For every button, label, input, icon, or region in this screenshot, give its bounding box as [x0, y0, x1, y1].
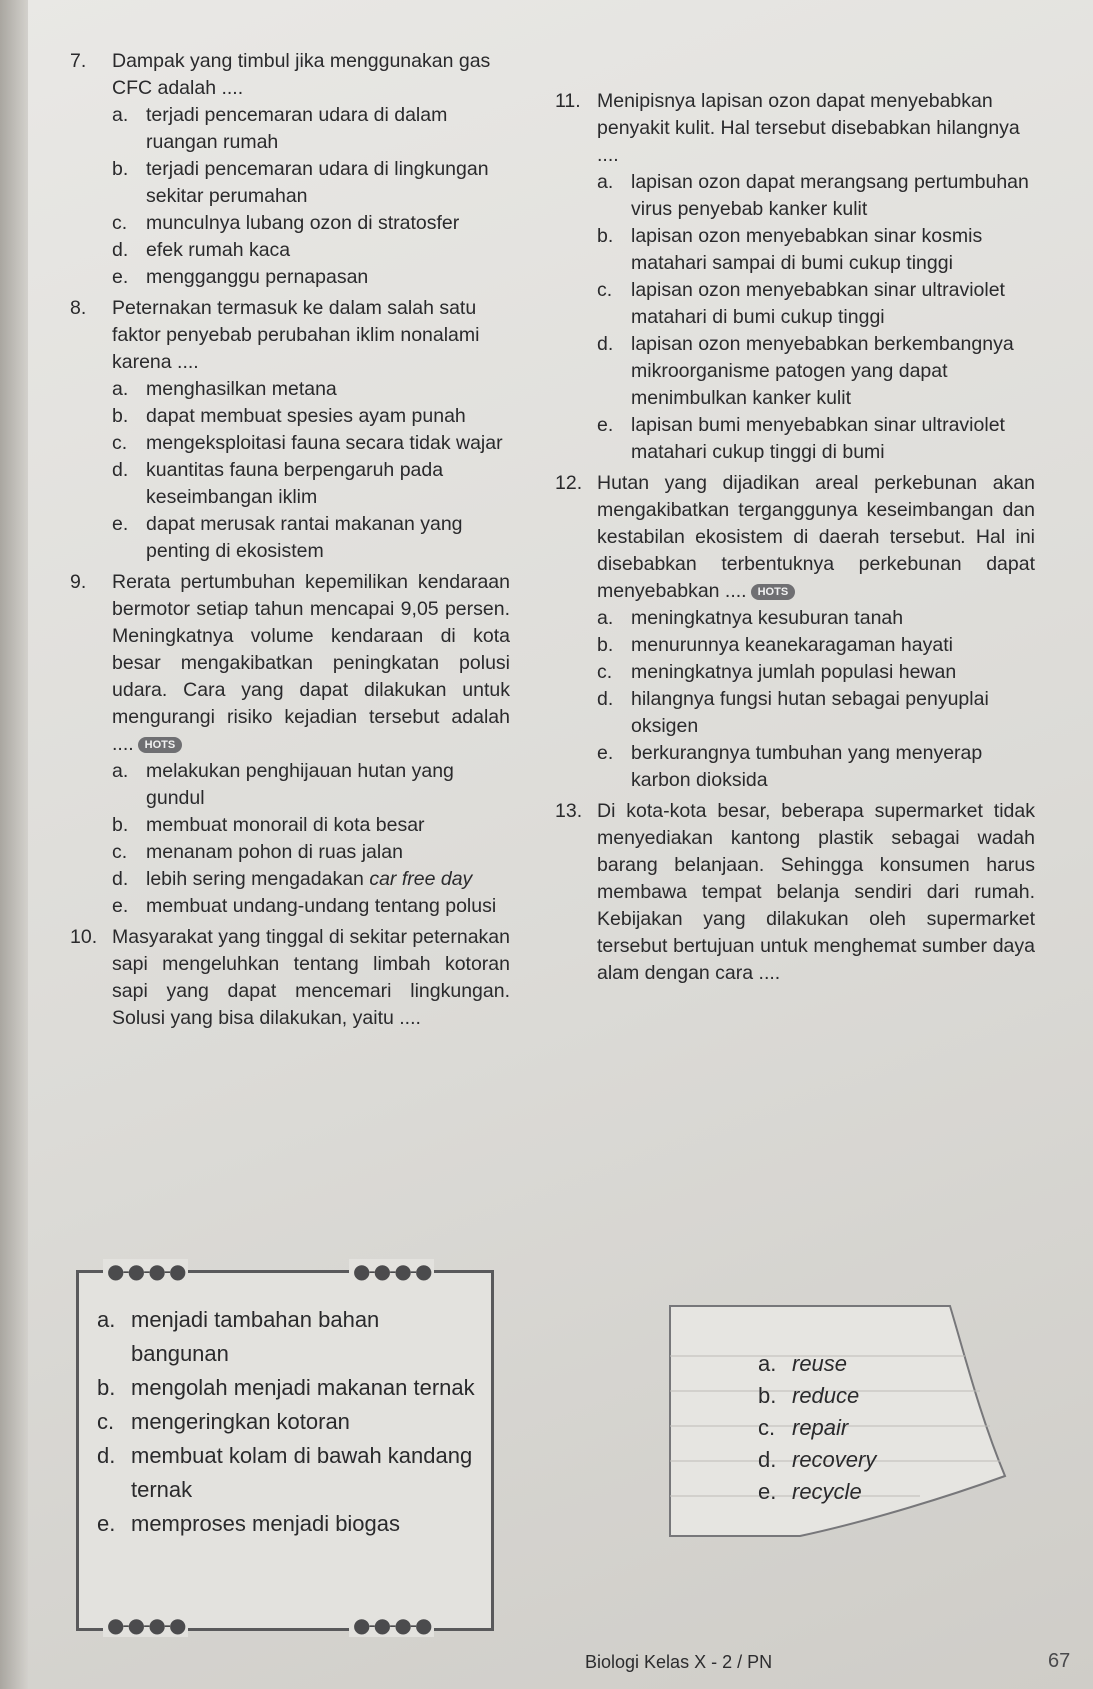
option-letter: b.: [112, 814, 129, 836]
question-text: Masyarakat yang tinggal di sekitar peternakan sapi mengeluhkan tentang limbah kotoran sapi yang dapat mencemari lingkungan. Solusi yang bisa dilakukan, yaitu ....: [112, 926, 510, 1029]
option-d: [597, 686, 1035, 740]
question-number: 8.: [70, 297, 87, 319]
question-number: 9.: [70, 571, 87, 593]
bead-decoration-icon: ●-●-●-●: [103, 1613, 188, 1637]
option-letter: b.: [758, 1383, 777, 1408]
option-text: menghasilkan metana: [146, 378, 337, 400]
option-e: [97, 1507, 477, 1541]
option-d: [112, 866, 510, 893]
option-text: recovery: [792, 1447, 877, 1472]
option-letter: d.: [597, 688, 614, 710]
question-number: 12.: [555, 472, 583, 494]
option-a: [112, 376, 510, 403]
option-letter: c.: [97, 1409, 115, 1434]
option-text: kuantitas fauna berpengaruh pada keseimbangan iklim: [146, 459, 444, 508]
question-13-options-card: [650, 1296, 1010, 1541]
question-7: [70, 48, 510, 291]
option-text: lapisan ozon menyebabkan sinar ultraviolet matahari di bumi cukup tinggi: [631, 279, 1005, 328]
question-number: 10.: [70, 926, 98, 948]
option-letter: e.: [112, 513, 129, 535]
option-e: [597, 412, 1035, 466]
option-letter: d.: [112, 239, 129, 261]
question-text-body: Rerata pertumbuhan kepemilikan kendaraan bermotor setiap tahun mencapai 9,05 persen. Meningkatnya volume kendaraan di kota besar mengakibatkan peningkatan polusi udara. Cara yang dapat dilakukan untuk mengurangi risiko kejadian tersebut adalah ....: [112, 571, 510, 755]
option-letter: c.: [112, 212, 128, 234]
option-text: berkurangnya tumbuhan yang menyerap karbon dioksida: [631, 742, 983, 791]
option-text: mengganggu pernapasan: [146, 266, 369, 288]
option-c: [597, 659, 1035, 686]
option-c: [97, 1405, 477, 1439]
question-9: [70, 569, 510, 920]
option-letter: d.: [112, 459, 129, 481]
page-number: 67: [1048, 1650, 1071, 1672]
option-letter: e.: [112, 266, 129, 288]
option-letter: a.: [112, 760, 129, 782]
option-text: recycle: [792, 1479, 862, 1504]
option-letter: c.: [112, 432, 128, 454]
option-letter: a.: [97, 1307, 116, 1332]
option-letter: c.: [112, 841, 128, 863]
option-letter: b.: [112, 405, 129, 427]
option-e: [112, 511, 510, 565]
hots-badge: HOTS: [751, 584, 796, 600]
option-text: reduce: [792, 1383, 860, 1408]
option-d: [112, 237, 510, 264]
option-c: [758, 1412, 876, 1444]
option-b: [112, 156, 510, 210]
question-10-options-box: [76, 1259, 494, 1637]
option-text: menurunnya keanekaragaman hayati: [631, 634, 953, 656]
option-letter: c.: [597, 661, 613, 683]
option-text-plain: lebih sering mengadakan: [146, 868, 370, 890]
question-text: Peternakan termasuk ke dalam salah satu faktor penyebab perubahan iklim nonalami karena ....: [112, 297, 480, 373]
option-c: [112, 430, 510, 457]
question-text: [597, 470, 1035, 605]
option-text: menanam pohon di ruas jalan: [146, 841, 403, 863]
option-b: [112, 403, 510, 430]
option-text: terjadi pencemaran udara di lingkungan sekitar perumahan: [146, 158, 489, 207]
option-text: lapisan ozon menyebabkan berkembangnya mikroorganisme patogen yang dapat menimbulkan kanker kulit: [631, 333, 1014, 409]
option-letter: e.: [597, 414, 614, 436]
question-text: Menipisnya lapisan ozon dapat menyebabkan penyakit kulit. Hal tersebut disebabkan hilangnya ....: [597, 90, 1020, 166]
option-text: membuat kolam di bawah kandang ternak: [131, 1443, 473, 1502]
option-letter: a.: [597, 607, 614, 629]
question-number: 7.: [70, 50, 87, 72]
option-letter: d.: [597, 333, 614, 355]
option-letter: e.: [758, 1479, 777, 1504]
option-text: mengeksploitasi fauna secara tidak wajar: [146, 432, 503, 454]
hots-badge: HOTS: [138, 737, 183, 753]
question-text-body: Hutan yang dijadikan areal perkebunan akan mengakibatkan terganggunya keseimbangan dan kestabilan ekosistem di daerah tersebut. Hal ini disebabkan terbentuknya perkebunan dapat menyebabkan ....: [597, 472, 1035, 602]
option-e: [597, 740, 1035, 794]
bead-decoration-icon: ●-●-●-●: [349, 1259, 434, 1283]
option-b: [112, 812, 510, 839]
option-text: munculnya lubang ozon di stratosfer: [146, 212, 460, 234]
question-text: Dampak yang timbul jika menggunakan gas CFC adalah ....: [112, 50, 491, 99]
option-letter: a.: [597, 171, 614, 193]
option-text: meningkatnya jumlah populasi hewan: [631, 661, 957, 683]
question-13: [555, 798, 1035, 987]
right-column: [555, 88, 1035, 991]
option-text-italic: car free day: [369, 868, 473, 890]
question-text: [112, 569, 510, 758]
option-text: mengolah menjadi makanan ternak: [131, 1375, 475, 1400]
option-c: [597, 277, 1035, 331]
option-letter: d.: [112, 868, 129, 890]
option-text: dapat membuat spesies ayam punah: [146, 405, 466, 427]
option-b: [597, 223, 1035, 277]
option-letter: a.: [112, 378, 129, 400]
bead-decoration-icon: ●-●-●-●: [103, 1259, 188, 1283]
option-text: hilangnya fungsi hutan sebagai penyuplai oksigen: [631, 688, 989, 737]
option-letter: b.: [597, 225, 614, 247]
book-binding-edge: [0, 0, 28, 1689]
option-letter: e.: [597, 742, 614, 764]
option-text: melakukan penghijauan hutan yang gundul: [146, 760, 454, 809]
option-d: [758, 1444, 876, 1476]
question-8: [70, 295, 510, 565]
option-a: [112, 758, 510, 812]
question-text: Di kota-kota besar, beberapa supermarket tidak menyediakan kantong plastik sebagai wadah barang belanjaan. Sehingga konsumen harus membawa tempat belanja sendiri dari rumah. Kebijakan yang dilakukan oleh supermarket tersebut bertujuan untuk menghemat sumber daya alam dengan cara ....: [597, 800, 1035, 984]
option-a: [112, 102, 510, 156]
option-a: [758, 1348, 876, 1380]
option-e: [112, 264, 510, 291]
option-text: membuat undang-undang tentang polusi: [146, 895, 497, 917]
option-text: lapisan ozon menyebabkan sinar kosmis matahari sampai di bumi cukup tinggi: [631, 225, 983, 274]
option-text: efek rumah kaca: [146, 239, 291, 261]
option-letter: a.: [758, 1351, 777, 1376]
option-b: [97, 1371, 477, 1405]
option-text: lapisan ozon dapat merangsang pertumbuhan virus penyebab kanker kulit: [631, 171, 1029, 220]
question-number: 13.: [555, 800, 583, 822]
option-letter: e.: [97, 1511, 116, 1536]
option-letter: d.: [97, 1443, 116, 1468]
option-letter: a.: [112, 104, 129, 126]
option-text: menjadi tambahan bahan bangunan: [131, 1307, 380, 1366]
option-a: [97, 1303, 477, 1371]
question-11: [555, 88, 1035, 466]
option-b: [758, 1380, 876, 1412]
left-column: [70, 48, 510, 1036]
option-text: [146, 866, 510, 893]
option-text: reuse: [792, 1351, 848, 1376]
option-e: [112, 893, 510, 920]
option-d: [112, 457, 510, 511]
option-letter: c.: [597, 279, 613, 301]
option-letter: d.: [758, 1447, 777, 1472]
question-number: 11.: [555, 90, 581, 112]
option-text: meningkatnya kesuburan tanah: [631, 607, 904, 629]
page-footer-label: Biologi Kelas X - 2 / PN: [585, 1652, 773, 1672]
option-d: [597, 331, 1035, 412]
bead-decoration-icon: ●-●-●-●: [349, 1613, 434, 1637]
option-text: terjadi pencemaran udara di dalam ruangan rumah: [146, 104, 448, 153]
option-d: [97, 1439, 477, 1507]
option-c: [112, 839, 510, 866]
option-e: [758, 1476, 876, 1508]
option-c: [112, 210, 510, 237]
option-letter: b.: [597, 634, 614, 656]
option-text: lapisan bumi menyebabkan sinar ultraviolet matahari cukup tinggi di bumi: [631, 414, 1005, 463]
question-10-options: [97, 1303, 477, 1541]
option-text: dapat merusak rantai makanan yang penting di ekosistem: [146, 513, 463, 562]
option-letter: e.: [112, 895, 129, 917]
option-text: mengeringkan kotoran: [131, 1409, 350, 1434]
option-text: repair: [792, 1415, 849, 1440]
question-12: [555, 470, 1035, 794]
option-letter: b.: [112, 158, 129, 180]
question-10: [70, 924, 510, 1032]
question-13-options: [758, 1348, 876, 1508]
option-letter: c.: [758, 1415, 776, 1440]
option-letter: b.: [97, 1375, 116, 1400]
option-text: memproses menjadi biogas: [131, 1511, 401, 1536]
option-text: membuat monorail di kota besar: [146, 814, 425, 836]
option-a: [597, 169, 1035, 223]
option-a: [597, 605, 1035, 632]
option-b: [597, 632, 1035, 659]
